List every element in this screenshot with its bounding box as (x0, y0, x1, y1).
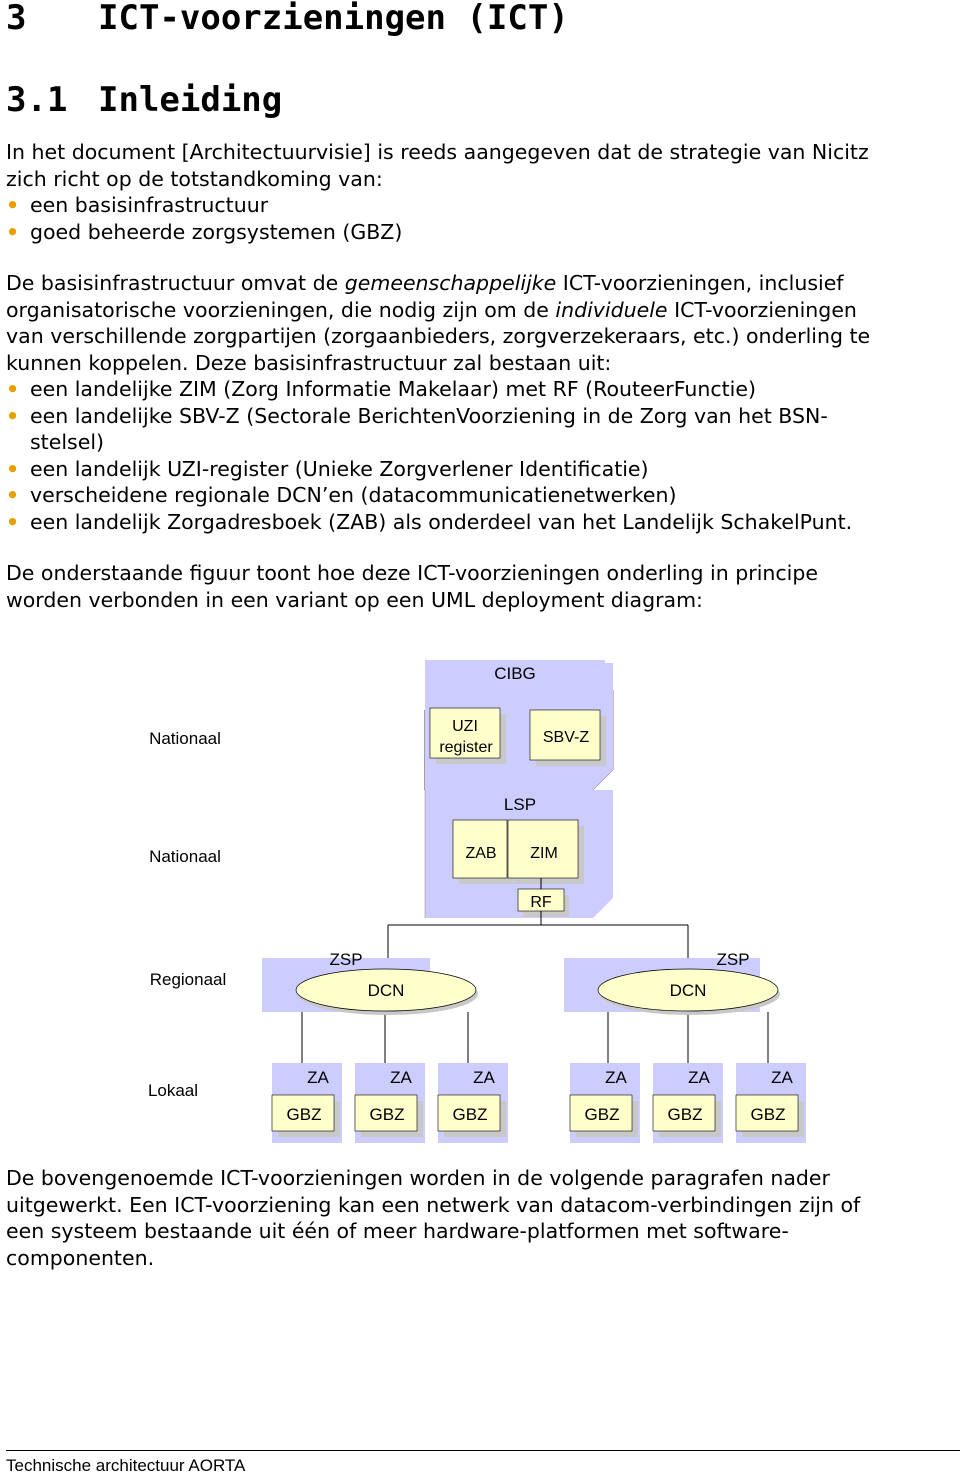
chapter-number: 3 (6, 0, 27, 38)
chapter-heading (6, 0, 569, 38)
zsp-node-right (564, 950, 780, 1015)
zsp-node-left (262, 950, 478, 1015)
dcn-label: DCN (669, 981, 707, 1000)
section-number: 3.1 (6, 80, 68, 120)
gbz-label: GBZ (452, 1105, 488, 1124)
chapter-title: ICT-voorzieningen (ICT) (98, 0, 569, 38)
figure-intro-paragraph (6, 560, 818, 613)
za-label: ZA (688, 1068, 710, 1087)
za-node (355, 1063, 425, 1143)
text-line: In het document [Architectuurvisie] is reeds aangegeven dat de strategie van Nicitz (6, 140, 869, 164)
intro-bullet-list (6, 192, 869, 245)
list-item: • een landelijk Zorgadresboek (ZAB) als onderdeel van het Landelijk SchakelPunt. (6, 509, 870, 536)
level-label-nationaal: Nationaal (149, 729, 221, 748)
cibg-node (425, 660, 613, 790)
rf-label: RF (530, 894, 552, 911)
zsp-label: ZSP (329, 950, 363, 969)
local-za-nodes (272, 1063, 806, 1143)
closing-paragraph (6, 1165, 860, 1271)
text-line: van verschillende zorgpartijen (zorgaanbieders, zorgverzekeraars, etc.) onderling te (6, 324, 871, 348)
za-label: ZA (771, 1068, 793, 1087)
text-line: zich richt op de totstandkoming van: (6, 166, 383, 191)
level-label-lokaal: Lokaal (147, 1081, 199, 1100)
emphasis-text: gemeenschappelijke (344, 271, 557, 295)
zsp-label: ZSP (716, 950, 750, 969)
gbz-label: GBZ (369, 1105, 405, 1124)
za-label: ZA (605, 1068, 627, 1087)
gbz-label: GBZ (750, 1105, 786, 1124)
za-node (570, 1063, 640, 1143)
gbz-label: GBZ (584, 1105, 620, 1124)
text-span: stelsel) (30, 430, 105, 454)
text-line: uitgewerkt. Een ICT-voorziening kan een netwerk van datacom-verbindingen zijn of (6, 1192, 861, 1217)
footer-divider (6, 1450, 960, 1451)
list-item: • verscheidene regionale DCN’en (datacommunicatienetwerken) (6, 482, 870, 509)
zab-label: ZAB (465, 845, 497, 862)
text-line: De onderstaande figuur toont hoe deze ICT-voorzieningen onderling in principe (6, 561, 818, 585)
cibg-label: CIBG (494, 664, 536, 683)
text-span: een landelijke SBV-Z (Sectorale BerichtenVoorziening in de Zorg van het BSN- (30, 403, 828, 428)
za-label: ZA (390, 1068, 412, 1087)
list-item: • een basisinfrastructuur (6, 192, 869, 219)
za-node (438, 1063, 508, 1143)
zim-label: ZIM (530, 845, 558, 862)
infrastructure-bullet-list (6, 376, 870, 535)
za-label: ZA (473, 1068, 495, 1087)
text-span: ICT-voorzieningen, inclusief (556, 271, 844, 295)
sbvz-label: SBV-Z (542, 729, 590, 746)
text-line: een systeem bestaande uit één of meer hardware-platformen met software- (6, 1219, 789, 1243)
section-heading (6, 80, 282, 120)
emphasis-text: individuele (555, 297, 668, 322)
gbz-label: GBZ (667, 1105, 703, 1124)
dcn-label: DCN (367, 981, 405, 1000)
text-line: De bovengenoemde ICT-voorzieningen worden in de volgende paragrafen nader (6, 1166, 830, 1190)
level-label-nationaal: Nationaal (149, 847, 221, 866)
za-node (272, 1063, 342, 1143)
level-label-regionaal: Regionaal (149, 970, 227, 989)
text-line: componenten. (6, 1245, 155, 1270)
gbz-label: GBZ (286, 1105, 322, 1124)
text-line: kunnen koppelen. Deze basisinfrastructuur zal bestaan uit: (6, 350, 612, 375)
text-span: ICT-voorzieningen (667, 297, 857, 322)
page-footer: Technische architectuur AORTA (6, 1456, 246, 1475)
text-line: worden verbonden in een variant op een UML deployment diagram: (6, 587, 703, 612)
za-label: ZA (307, 1068, 329, 1087)
deployment-diagram (0, 650, 960, 1160)
za-node (736, 1063, 806, 1143)
text-span: organisatorische voorzieningen, die nodig zijn om de (6, 297, 556, 322)
list-item: • een landelijke ZIM (Zorg Informatie Makelaar) met RF (RouteerFunctie) (6, 376, 870, 403)
list-item: • een landelijk UZI-register (Unieke Zorgverlener Identificatie) (6, 456, 870, 483)
text-span: De basisinfrastructuur omvat de (6, 271, 345, 295)
za-node (653, 1063, 723, 1143)
list-item (6, 403, 870, 456)
uzi-register-label: register (439, 739, 493, 756)
text-line (6, 297, 870, 324)
infrastructure-paragraph (6, 270, 870, 535)
lsp-label: LSP (503, 795, 537, 814)
intro-paragraph (6, 139, 869, 245)
list-item: • goed beheerde zorgsystemen (GBZ) (6, 219, 869, 246)
section-title: Inleiding (98, 80, 283, 120)
text-line (6, 270, 870, 297)
uzi-label: UZI (452, 718, 478, 735)
lsp-node (425, 790, 613, 918)
